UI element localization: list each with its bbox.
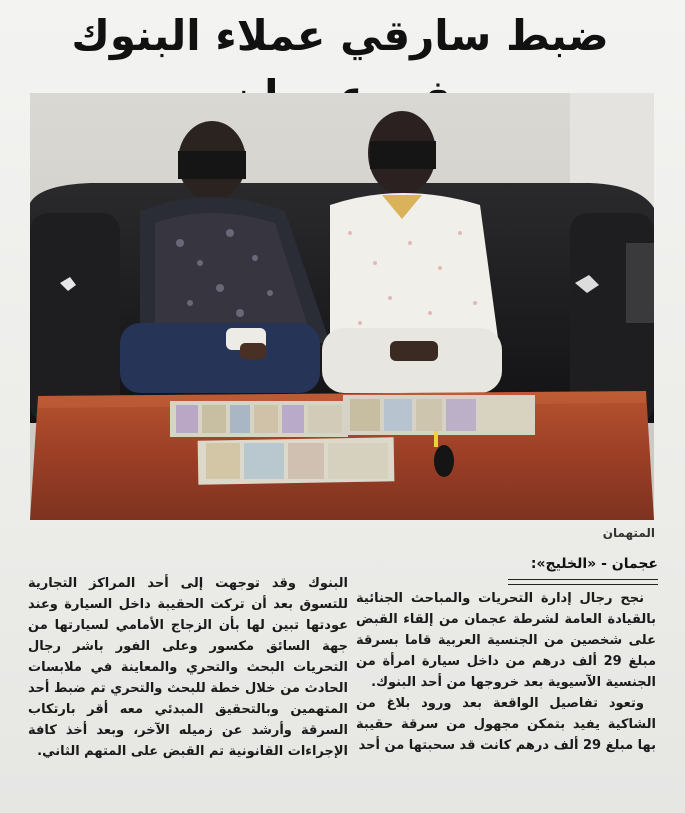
article-column-left	[28, 573, 348, 803]
byline-divider	[508, 579, 658, 585]
article-byline: عجمان - «الخليج»:	[530, 556, 658, 572]
article-headline: ضبط سارقي عملاء البنوك	[71, 11, 609, 60]
paragraph: وتعود تفاصيل الواقعة بعد ورود بلاغ من الشاكية يفيد بتمكن مجهول من سرقة حقيبة بها مبلغ 29 ألف درهم كانت قد سحبتها من أحد	[356, 696, 656, 753]
paragraph: البنوك وقد توجهت إلى أحد المراكز التجارية للتسوق بعد أن تركت الحقيبة داخل السيارة وعند عودتها تبين لها بأن الزجاج الأمامي لسيارتها من جهة السائق مكسور وعلى الفور باشر رجال التحريات البحث والتحري والمعاينة في ملابسات الحادث من خلال خطة للبحث والتحري تم ضبط أحد المتهمين وبالتحقيق المبدئي معه أقر بارتكاب السرقة وأرشد عن زميله الآخر، وبعد أخذ كافة الإجراءات القانونية تم القبض على المتهم الثاني.	[28, 576, 348, 759]
paragraph: نجح رجال إدارة التحريات والمباحث الجنائية بالقيادة العامة لشرطة عجمان من إلقاء القبض على شخصين من الجنسية العربية قاما بسرقة مبلغ 29 ألف درهم من داخل سيارة امرأة من الجنسية الآسيوية بعد خروجها من أحد البنوك.	[356, 591, 656, 690]
article-column-right	[356, 588, 656, 798]
photo-caption: المتهمان	[602, 526, 655, 540]
article-photo	[30, 93, 654, 520]
